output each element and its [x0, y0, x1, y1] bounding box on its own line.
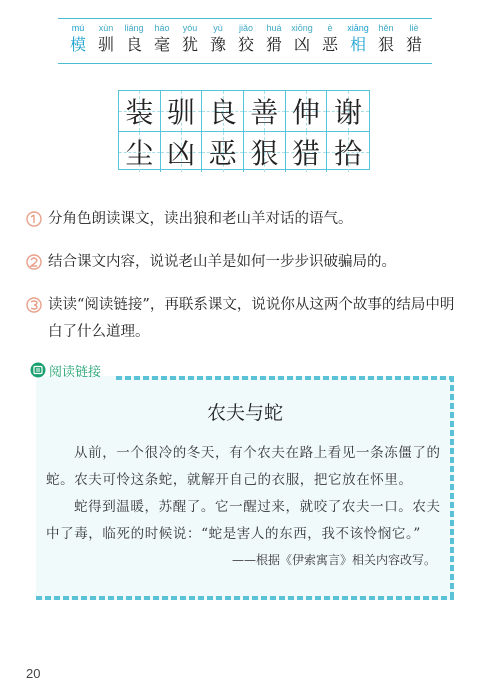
vocab-item [148, 23, 176, 56]
grid-cell: 凶 [161, 132, 203, 172]
vocab-item [316, 23, 344, 56]
vocab-item [232, 23, 260, 56]
grid-cell: 恶 [202, 132, 244, 172]
vocab-character: 毫 [153, 35, 170, 54]
vocab-item [64, 23, 92, 56]
vocab-character: 狡 [237, 35, 254, 54]
vocab-character: 相 [349, 35, 366, 54]
vocab-strip [58, 18, 432, 64]
vocab-item [372, 23, 400, 56]
exercise-3 [26, 292, 466, 346]
exercise-2-text: 结合课文内容，说说老山羊是如何一步步识破骗局的。 [48, 254, 396, 270]
exercise-1-text: 分角色朗读课文，读出狼和老山羊对话的语气。 [48, 211, 353, 227]
exercise-2 [26, 249, 466, 276]
grid-cell: 尘 [119, 132, 161, 172]
vocab-character: 驯 [97, 35, 114, 54]
vocab-pinyin: mú [71, 23, 85, 33]
vocab-item [120, 23, 148, 56]
vocab-top-rule [58, 18, 432, 19]
vocab-pinyin: liáng [124, 23, 144, 33]
vocab-character: 模 [69, 35, 86, 54]
story-title: 农夫与蛇 [206, 402, 283, 424]
reading-link-label: 阅读链接 [49, 364, 102, 380]
vocab-item [260, 23, 288, 56]
exercise-2-icon [26, 254, 42, 270]
grid-cell: 驯 [161, 91, 203, 132]
vocab-row [64, 23, 428, 56]
vocab-character: 豫 [209, 35, 226, 54]
grid-cell: 良 [202, 91, 244, 132]
vocab-character: 犹 [181, 35, 198, 54]
grid-cell: 拾 [327, 132, 369, 172]
vocab-item [344, 23, 372, 56]
vocab-character: 猾 [265, 35, 282, 54]
exercise-1-icon [26, 211, 42, 227]
story-paragraph-1: 从前，一个很冷的冬天，有个农夫在路上看见一条冻僵了的蛇。农夫可怜这条蛇，就解开自己的衣服，把它放在怀里。 [46, 445, 441, 488]
exercise-1 [26, 206, 466, 233]
book-icon [30, 362, 46, 378]
vocab-pinyin: hěn [378, 23, 394, 33]
vocab-pinyin: xiōng [291, 23, 313, 33]
vocab-character: 恶 [321, 35, 338, 54]
vocab-item [92, 23, 120, 56]
vocab-pinyin: jiǎo [238, 23, 253, 33]
vocab-character: 猎 [405, 35, 422, 54]
story-paragraph-2: 蛇得到温暖，苏醒了。它一醒过来，就咬了农夫一口。农夫中了毒，临死的时候说：“蛇是害人的东西，我不该怜悯它。” [46, 499, 441, 542]
vocab-pinyin: xiāng [347, 23, 369, 33]
exercise-3-icon [26, 297, 42, 313]
grid-cell: 伸 [286, 91, 328, 132]
vocab-pinyin: yóu [182, 23, 198, 33]
vocab-item [176, 23, 204, 56]
dashed-border-bottom [36, 596, 454, 600]
character-grid [118, 90, 370, 170]
story-source: ——根据《伊索寓言》相关内容改写。 [231, 553, 436, 567]
vocab-character: 狠 [377, 35, 394, 54]
grid-cell: 狠 [244, 132, 286, 172]
vocab-pinyin: xùn [98, 23, 114, 33]
vocab-pinyin: huá [266, 23, 282, 33]
vocab-pinyin: liè [409, 23, 419, 33]
vocab-item [400, 23, 428, 56]
vocab-item [288, 23, 316, 56]
vocab-bottom-rule [58, 63, 432, 64]
page-number: 20 [26, 666, 41, 681]
vocab-pinyin: è [327, 23, 333, 33]
vocab-character: 凶 [293, 35, 310, 54]
grid-cell: 善 [244, 91, 286, 132]
vocab-pinyin: yù [213, 23, 223, 33]
exercise-3-text: 读读“阅读链接”，再联系课文，说说你从这两个故事的结局中明白了什么道理。 [48, 297, 455, 340]
reading-link-badge [30, 360, 101, 380]
vocab-pinyin: háo [154, 23, 170, 33]
vocab-character: 良 [125, 35, 142, 54]
vocab-item [204, 23, 232, 56]
grid-cell: 谢 [327, 91, 369, 132]
dashed-border-top [116, 376, 454, 380]
grid-cell: 装 [119, 91, 161, 132]
grid-cell: 猎 [286, 132, 328, 172]
